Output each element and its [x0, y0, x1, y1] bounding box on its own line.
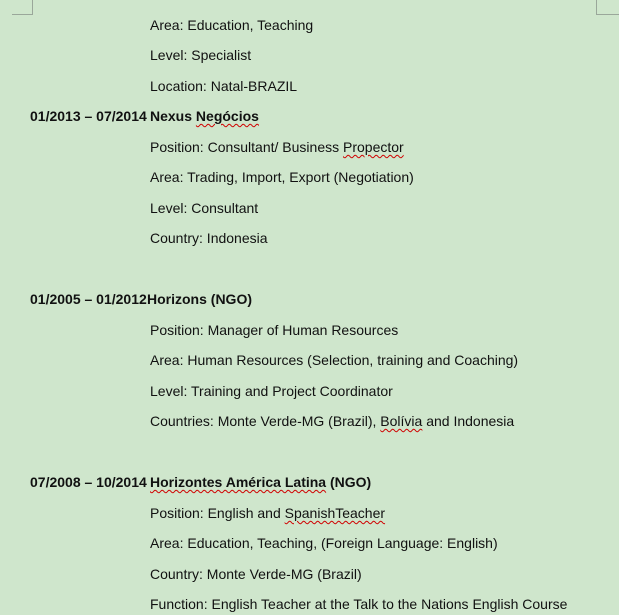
margin-corner-mark: [596, 0, 619, 15]
countries-text-misspelled: Bolívia: [380, 413, 423, 429]
position-text-misspelled: SpanishTeacher: [284, 505, 386, 521]
org-name-part: Nexus: [150, 108, 196, 124]
level-line: Level: Consultant: [150, 200, 259, 216]
area-line: Area: Education, Teaching: [150, 17, 314, 33]
job-organization: [150, 107, 259, 125]
job-header-nexus: [30, 107, 259, 125]
position-text-misspelled: Propector: [343, 139, 404, 155]
function-line: Function: English Teacher at the Talk to the Nations English Course: [150, 596, 568, 612]
job-header-horizons: [30, 290, 252, 308]
countries-line: [150, 412, 514, 430]
area-line: Area: Trading, Import, Export (Negotiation): [150, 169, 414, 185]
position-text: Position: English and: [150, 505, 285, 521]
job-dates: 01/2005 – 01/2012: [30, 291, 147, 307]
location-line: Location: Natal-BRAZIL: [150, 78, 298, 94]
country-line: Country: Indonesia: [150, 230, 268, 246]
level-line: Level: Training and Project Coordinator: [150, 383, 393, 399]
job-header-horizontes: [30, 473, 371, 491]
org-name-part: (NGO): [326, 474, 372, 490]
position-line: Position: Manager of Human Resources: [150, 322, 399, 338]
job-dates: 07/2008 – 10/2014: [30, 474, 147, 490]
position-text: Position: Consultant/ Business: [150, 139, 343, 155]
countries-text: and Indonesia: [422, 413, 515, 429]
level-line: Level: Specialist: [150, 47, 252, 63]
job-dates: 01/2013 – 07/2014: [30, 108, 147, 124]
country-line: Country: Monte Verde-MG (Brazil): [150, 566, 362, 582]
area-line: Area: Human Resources (Selection, training and Coaching): [150, 352, 519, 368]
countries-text: Countries: Monte Verde-MG (Brazil),: [150, 413, 381, 429]
org-name-part-misspelled: Negócios: [195, 108, 259, 124]
position-line: [150, 138, 404, 156]
job-organization: Horizons (NGO): [147, 291, 252, 307]
margin-corner-mark: [12, 0, 33, 15]
position-line: [150, 504, 385, 522]
area-line: Area: Education, Teaching, (Foreign Language: English): [150, 535, 498, 551]
org-name-part-misspelled: Horizontes América Latina: [150, 474, 327, 490]
job-organization: [150, 473, 371, 491]
